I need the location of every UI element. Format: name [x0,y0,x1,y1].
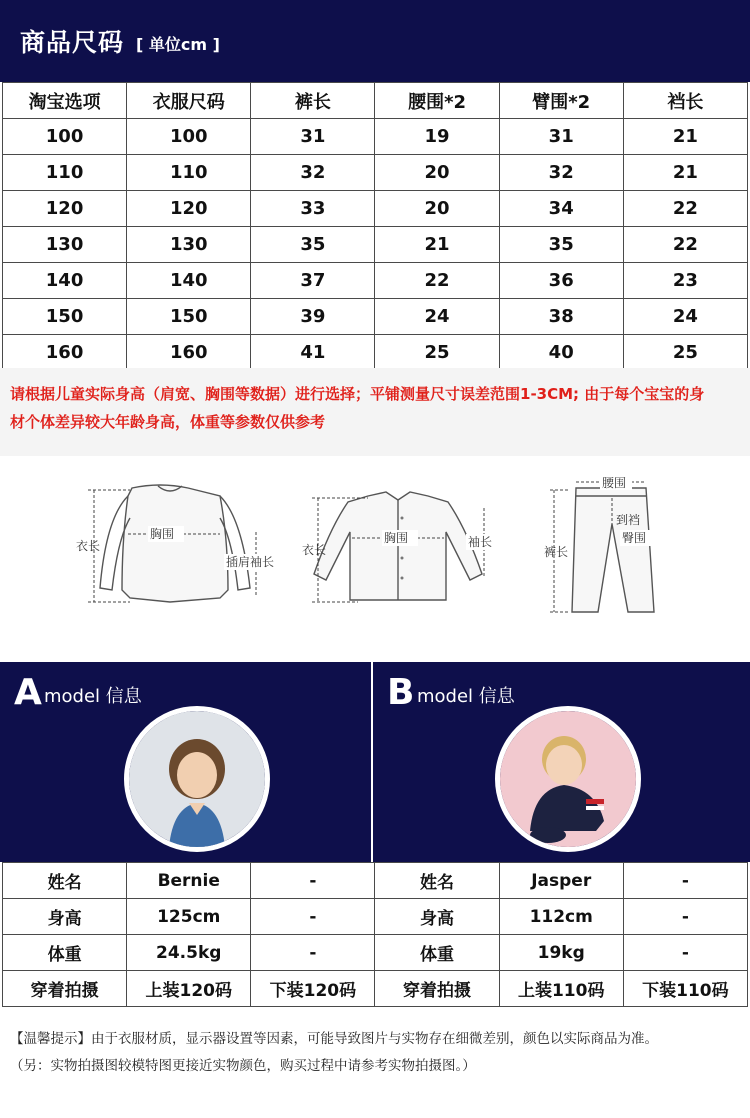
cell: 36 [499,263,623,299]
cell: 19 [375,119,499,155]
cell: - [623,935,747,971]
cell: 姓名 [3,863,127,899]
cell: 体重 [3,935,127,971]
model-b-label: model 信息 [417,686,515,707]
model-b-photo [495,706,641,852]
table-row [3,227,748,263]
sweater-length-label: 衣长 [76,539,101,553]
cell: 24 [623,299,747,335]
cell: 25 [375,335,499,371]
sweater-chest-label: 胸围 [150,527,175,541]
tip-line: （另：实物拍摄图较模特图更接近实物颜色，购买过程中请参考实物拍摄图。） [10,1058,476,1074]
cell: 20 [375,155,499,191]
cell: 120 [127,191,251,227]
cell: 160 [127,335,251,371]
cell: 22 [623,191,747,227]
table-row [3,299,748,335]
table-row [3,335,748,371]
cell: 150 [127,299,251,335]
cell: 23 [623,263,747,299]
cell: 35 [251,227,375,263]
tip-line: 【温馨提示】由于衣服材质，显示器设置等因素，可能导致图片与实物存在细微差别，颜色以实际商品为准。 [10,1031,658,1047]
cell: 120 [3,191,127,227]
cell: 110 [127,155,251,191]
shirt-chest-label: 胸围 [384,531,409,545]
cell: 130 [127,227,251,263]
sweater-diagram [70,478,290,608]
cell: 19kg [499,935,623,971]
unit-label: [ 单位cm ] [136,34,220,54]
cell: - [251,899,375,935]
cell: Bernie [127,863,251,899]
size-note [10,380,745,436]
col-header: 淘宝选项 [3,83,127,119]
cell: 上装110码 [499,971,623,1007]
cell: 体重 [375,935,499,971]
cell: 160 [3,335,127,371]
tips [10,1026,745,1080]
col-header: 衣服尺码 [127,83,251,119]
model-info-table [2,862,748,1007]
model-a-label: model 信息 [44,686,142,707]
cell: 125cm [127,899,251,935]
cell: 41 [251,335,375,371]
cell: 32 [251,155,375,191]
model-b-letter: B [387,672,415,713]
cell: 下装120码 [251,971,375,1007]
cell: 112cm [499,899,623,935]
cell: Jasper [499,863,623,899]
cell: 身高 [3,899,127,935]
model-a-letter: A [14,672,42,713]
cell: 21 [623,119,747,155]
cell: 20 [375,191,499,227]
cell: 24 [375,299,499,335]
cell: 33 [251,191,375,227]
cell: 110 [3,155,127,191]
cell: - [251,935,375,971]
cell: 100 [3,119,127,155]
cell: 39 [251,299,375,335]
cell: 姓名 [375,863,499,899]
col-header: 臂围*2 [499,83,623,119]
cell: 32 [499,155,623,191]
pants-thigh-label: 臀围 [622,531,647,545]
table-row [3,263,748,299]
table-row [3,935,748,971]
cell: 100 [127,119,251,155]
cell: 下装110码 [623,971,747,1007]
cell: 22 [375,263,499,299]
table-row [3,899,748,935]
cell: 21 [623,155,747,191]
table-row [3,863,748,899]
cell: 140 [127,263,251,299]
model-a-panel [0,662,371,862]
cell: - [623,863,747,899]
col-header: 裆长 [623,83,747,119]
cell: 130 [3,227,127,263]
pants-diagram [540,474,670,619]
cell: 150 [3,299,127,335]
col-header: 裤长 [251,83,375,119]
cell: 40 [499,335,623,371]
cell: 21 [375,227,499,263]
cell: 上装120码 [127,971,251,1007]
sweater-sleeve-label: 插肩袖长 [226,555,275,569]
page-title: 商品尺码 [20,28,125,57]
cell: 24.5kg [127,935,251,971]
cell: 31 [251,119,375,155]
col-header: 腰围*2 [375,83,499,119]
cell: 穿着拍摄 [375,971,499,1007]
shirt-sleeve-label: 袖长 [468,535,493,549]
cell: 22 [623,227,747,263]
cell: 25 [623,335,747,371]
cell: 34 [499,191,623,227]
model-a-photo [124,706,270,852]
shirt-length-label: 衣长 [302,543,327,557]
cell: 37 [251,263,375,299]
cell: - [251,863,375,899]
cell: 140 [3,263,127,299]
cell: 31 [499,119,623,155]
cell: - [623,899,747,935]
model-b-panel [373,662,750,862]
table-row [3,119,748,155]
pants-length-label: 裤长 [544,545,569,559]
cell: 35 [499,227,623,263]
size-table [2,82,748,371]
pants-crotch-label: 到裆 [616,513,641,527]
pants-waist-label: 腰围 [602,476,627,490]
table-row [3,191,748,227]
table-row [3,155,748,191]
size-table-header [3,83,748,119]
note-line: 请根据儿童实际身高（肩宽、胸围等数据）进行选择；平铺测量尺寸误差范围1-3CM; 由于每个宝宝的身 [10,385,705,403]
cell: 穿着拍摄 [3,971,127,1007]
cell: 38 [499,299,623,335]
note-line: 材个体差异较大年龄身高，体重等参数仅供参考 [10,413,326,431]
shirt-diagram [298,488,508,608]
header-bar [0,0,750,82]
table-row [3,971,748,1007]
cell: 身高 [375,899,499,935]
